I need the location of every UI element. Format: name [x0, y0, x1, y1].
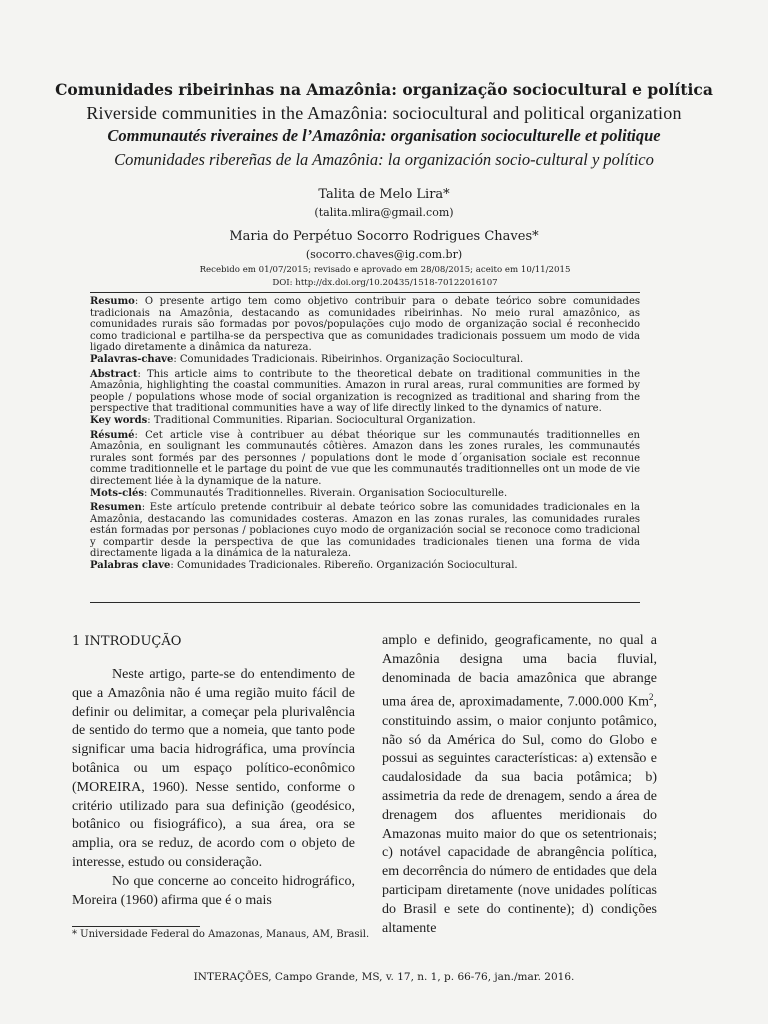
doi-line: DOI: http://dx.doi.org/10.20435/1518-70122016107 — [272, 278, 498, 288]
abstract-label: Abstract — [90, 368, 138, 380]
keywords-label: Mots-clés — [90, 487, 145, 499]
title-french: Communautés riveraines de l’Amazônia: organisation socioculturelle et politique — [107, 126, 661, 145]
publication-dates — [100, 264, 670, 290]
abstracts-block — [90, 296, 640, 575]
keywords-paragraph — [90, 560, 640, 572]
abstract-label: Resumo — [90, 296, 135, 307]
title-portuguese: Comunidades ribeirinhas na Amazônia: organização sociocultural e política — [55, 80, 713, 99]
keywords-text: : Comunidades Tradicionais. Ribeirinhos. Organização Sociocultural. — [173, 353, 524, 365]
abstract-text: : O presente artigo tem como objetivo contribuir para o debate teórico sobre comunidades tradicionais na Amazônia, destacando as comunidades ribeirinhas. No meio rural amazônico, as comunidades rurais são formadas por povos/populações cujo modo de organização social é reconhecido como tradicional e partilha-se da perspectiva que as comunidades tradicionais possuem um modo de vida ligado diretamente a dinâmica da natureza. — [90, 296, 640, 354]
section-heading: 1 INTRODUÇÃO — [72, 634, 182, 649]
keywords-label: Palabras clave — [90, 560, 171, 572]
abstract-bottom-rule — [90, 602, 640, 603]
superscript: 2 — [649, 692, 654, 703]
body-paragraph: Neste artigo, parte-se do entendimento de que a Amazônia não é uma região muito fácil de definir ou delimitar, a começar pela plurivalência de sentido do termo que a nomeia, que tanto pode significar uma bacia hidrográfica, uma província botânica ou um espaço político-econômico (MOREIRA, 1960). Nesse sentido, conforme o critério utilizado para sua definição (geodésico, botânico ou fisiográfico), a sua área, ora se amplia, ora se reduz, de acordo com o objeto de interesse, estudo ou consideração. — [72, 667, 355, 870]
title-english: Riverside communities in the Amazônia: sociocultural and political organization — [86, 103, 682, 123]
abstract-text: : Cet article vise à contribuer au débat théorique sur les communautés traditionnelles en Amazônia, en soulignant les communautés côtières. Amazon dans les zones rurales, les communautés rurales sont formés par des personnes / populations dont le mode d´organisation sociale est reconnue comme traditionnelle et le partage du point de vue que les communautés traditionnelles ont un mode de vie directement liée à la dynamique de la nature. — [90, 429, 640, 487]
abstract-paragraph — [90, 502, 640, 560]
keywords-text: : Traditional Communities. Riparian. Sociocultural Organization. — [147, 414, 476, 426]
abstract-label: Resumen — [90, 502, 142, 514]
keywords-text: : Communautés Traditionnelles. Riverain. Organisation Socioculturelle. — [144, 487, 508, 499]
body-paragraph — [382, 632, 657, 938]
title-spanish: Comunidades ribereñas de la Amazônia: la organización socio-cultural y político — [114, 150, 654, 169]
keywords-paragraph — [90, 354, 640, 366]
title-block — [0, 78, 768, 172]
keywords-label: Palavras-chave — [90, 353, 174, 365]
author-name: Maria do Perpétuo Socorro Rodrigues Chaves* — [229, 229, 539, 244]
journal-footer: INTERAÇÕES, Campo Grande, MS, v. 17, n. 1, p. 66-76, jan./mar. 2016. — [193, 971, 575, 983]
abstract-paragraph — [90, 430, 640, 488]
author-email: (socorro.chaves@ig.com.br) — [305, 248, 463, 261]
keywords-label: Key words — [90, 414, 148, 426]
abstract-paragraph — [90, 369, 640, 415]
keywords-paragraph — [90, 415, 640, 427]
authors-block — [0, 185, 768, 263]
abstract-top-rule — [90, 292, 640, 293]
author-name: Talita de Melo Lira* — [318, 187, 450, 202]
author-email: (talita.mlira@gmail.com) — [314, 206, 454, 219]
abstract-paragraph — [90, 296, 640, 354]
body-text: amplo e definido, geograficamente, no qual a Amazônia designa uma bacia fluvial, denominada de bacia amazônica que abrange uma área de, aproximadamente, 7.000.000 Km — [382, 633, 657, 711]
abstract-text: : This article aims to contribute to the theoretical debate on traditional communities in the Amazônia, highlighting the coastal communities. Amazon in rural areas, rural communities are formed by people / populations whose mode of social organization is recognized as traditional and sharing from the perspective that traditional communities have a way of life directly linked to the dynamics of nature. — [90, 368, 640, 415]
body-column-right — [382, 632, 657, 938]
abstract-label: Résumé — [90, 429, 135, 441]
keywords-text: : Comunidades Tradicionales. Ribereño. Organización Sociocultural. — [170, 560, 518, 572]
body-paragraph: No que concerne ao conceito hidrográfico, Moreira (1960) afirma que é o mais — [72, 873, 355, 908]
abstract-text: : Este artículo pretende contribuir al debate teórico sobre las comunidades tradicionales en la Amazônia, destacando las comunidades costeras. Amazon en las zonas rurales, las comunidades rurales están formadas por personas / poblaciones cuyo modo de organización social se reconoce como tradicional y compartir desde la perspectiva de que las comunidades tradicionales tienen una forma de vida directamente ligada a la dinámica de la naturaleza. — [90, 502, 640, 560]
keywords-paragraph — [90, 488, 640, 500]
footnote-rule — [72, 926, 200, 927]
body-column-left — [72, 632, 355, 910]
body-text: , constituindo assim, o maior conjunto potâmico, não só da América do Sul, como do Globo e possui as seguintes características: a) extensão e caudalosidade da sua bacia potâmica; b) assimetria da rede de drenagem, sendo a área de drenagem dos afluentes meridionais do Amazonas muito maior do que os setentrionais; c) notável capacidade de abrangência política, em decorrência do número de entidades que dela participam diretamente (nove unidades políticas do Brasil e sete do continente); d) condições altamente — [382, 695, 657, 936]
footnote: * Universidade Federal do Amazonas, Manaus, AM, Brasil. — [72, 929, 370, 940]
received-line: Recebido em 01/07/2015; revisado e aprovado em 28/08/2015; aceito em 10/11/2015 — [199, 265, 571, 275]
